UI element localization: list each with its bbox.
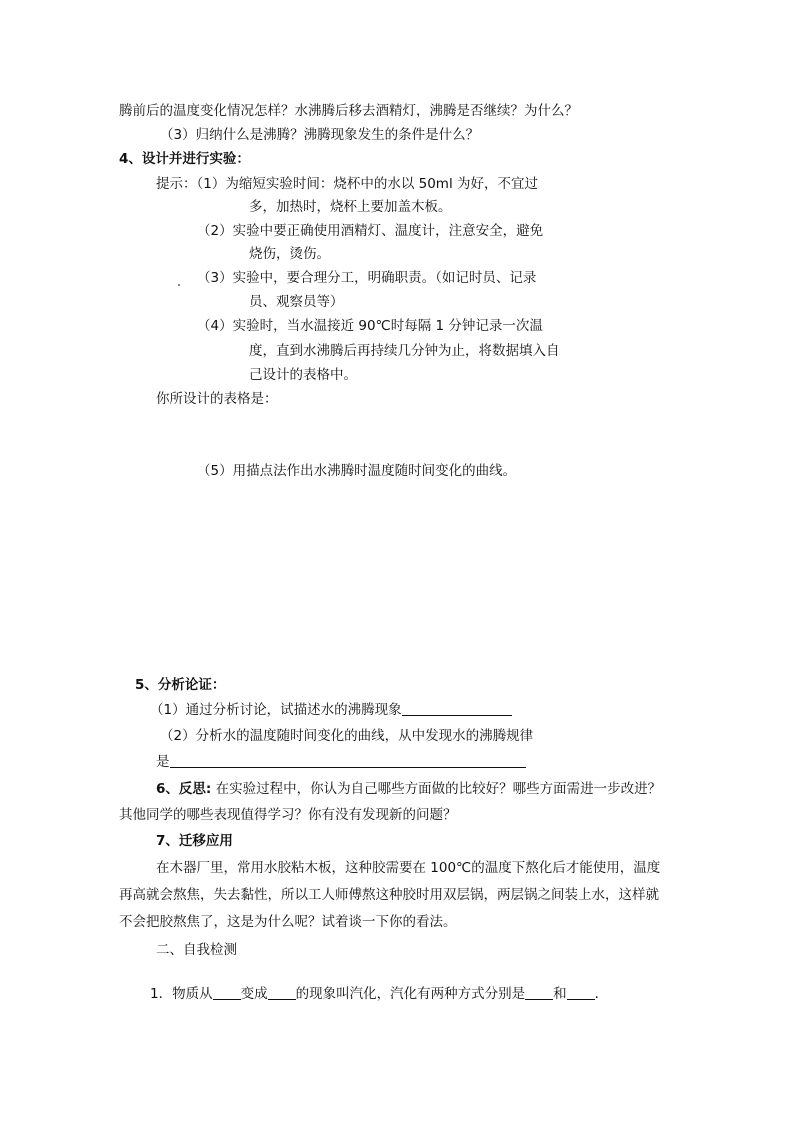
tip-line: 提示：（1）为缩短实验时间：烧杯中的水以 50ml 为好，不宜过 — [156, 176, 539, 192]
tip-line: 员、观察员等） — [249, 294, 344, 310]
tip-line: （3）实验中，要合理分工，明确职责。（如记时员、记录 — [197, 270, 537, 286]
reflection-line: 其他同学的哪些表现值得学习？你有没有发现新的问题？ — [119, 807, 457, 823]
reflection-text: 在实验过程中，你认为自己哪些方面做的比较好？哪些方面需进一步改进？ — [211, 781, 662, 797]
answer-blank[interactable] — [402, 701, 512, 716]
answer-blank[interactable] — [525, 985, 553, 1000]
question-text: 的现象叫汽化，汽化有两种方式分别是 — [295, 986, 526, 1002]
section-heading: 5、分析论证： — [135, 677, 226, 693]
tip-line: （4）实验时，当水温接近 90℃时每隔 1 分钟记录一次温 — [197, 318, 543, 334]
section-heading: 6、反思: — [156, 781, 212, 797]
question-text: （1）通过分析讨论，试描述水的沸腾现象 — [150, 702, 402, 718]
question-line — [150, 700, 512, 720]
tip-line: 烧伤，烫伤。 — [249, 246, 330, 262]
paragraph-line: 再高就会熬焦，失去黏性，所以工人师傅熬这种胶时用双层锅，两层锅之间装上水，这样就 — [119, 887, 659, 903]
question-text: 和 — [553, 986, 567, 1002]
text-line: 腾前后的温度变化情况怎样？水沸腾后移去酒精灯，沸腾是否继续？为什么？ — [119, 103, 578, 119]
question-text: 是 — [156, 754, 170, 770]
tip-line: 度，直到水沸腾后再持续几分钟为止，将数据填入自 — [249, 343, 560, 359]
tip-line: 多，加热时，烧杯上要加盖木板。 — [249, 199, 452, 215]
paragraph-line: 不会把胶熬焦了，这是为什么呢？试着谈一下你的看法。 — [119, 914, 457, 930]
answer-blank[interactable] — [268, 985, 296, 1000]
stray-mark — [178, 284, 180, 286]
text-line: （3）归纳什么是沸腾？沸腾现象发生的条件是什么？ — [160, 127, 480, 143]
section-heading: 7、迁移应用 — [156, 833, 233, 849]
table-prompt: 你所设计的表格是： — [156, 391, 278, 407]
answer-blank[interactable] — [170, 753, 526, 768]
answer-blank[interactable] — [567, 985, 595, 1000]
question-line — [150, 984, 608, 1004]
section-heading: 4、设计并进行实验： — [119, 151, 250, 167]
paragraph-line: 在木器厂里，常用水胶粘木板，这种胶需要在 100℃的温度下熬化后才能使用，温度 — [156, 860, 661, 876]
question-line — [156, 752, 526, 772]
question-text: 变成 — [240, 986, 268, 1002]
question-line: （2）分析水的温度随时间变化的曲线，从中发现水的沸腾规律 — [160, 728, 534, 744]
reflection-line — [156, 779, 661, 799]
tip-line: （2）实验中要正确使用酒精灯、温度计，注意安全，避免 — [197, 223, 544, 239]
tip-line: （5）用描点法作出水沸腾时温度随时间变化的曲线。 — [197, 463, 517, 479]
tip-line: 己设计的表格中。 — [249, 367, 357, 383]
question-text: 1．物质从 — [150, 986, 213, 1002]
question-text: ． — [594, 986, 609, 1002]
answer-blank[interactable] — [213, 985, 241, 1000]
section-heading: 二、自我检测 — [156, 942, 237, 958]
